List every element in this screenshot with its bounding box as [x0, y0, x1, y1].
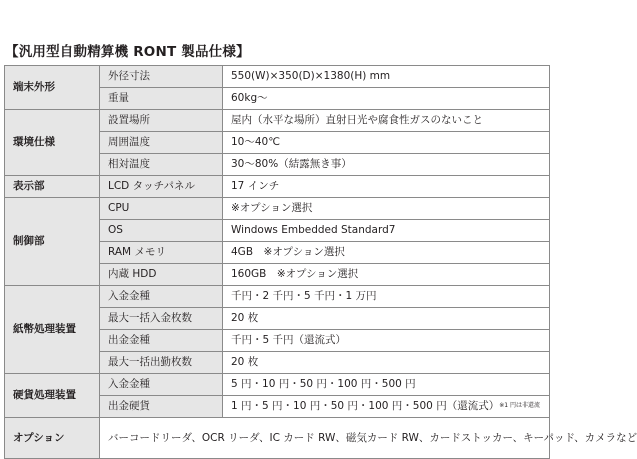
- spec-value: 60kg〜: [223, 88, 550, 110]
- spec-value: 550(W)×350(D)×1380(H) mm: [223, 66, 550, 88]
- spec-item: 出金金種: [100, 330, 223, 352]
- spec-item: 重量: [100, 88, 223, 110]
- category-options: オプション: [5, 418, 100, 459]
- spec-value: ※オプション選択: [223, 198, 550, 220]
- spec-value: [223, 396, 550, 418]
- table-row: [5, 374, 550, 396]
- table-row: [5, 418, 550, 459]
- spec-item: 最大一括入金枚数: [100, 308, 223, 330]
- table-row: [5, 286, 550, 308]
- page-title: 【汎用型自動精算機 RONT 製品仕様】: [5, 44, 250, 60]
- table-row: [5, 198, 550, 220]
- table-row: [5, 66, 550, 88]
- category-display: 表示部: [5, 176, 100, 198]
- spec-value: 千円・2 千円・5 千円・1 万円: [223, 286, 550, 308]
- spec-value: 17 インチ: [223, 176, 550, 198]
- spec-item: CPU: [100, 198, 223, 220]
- spec-item: 相対温度: [100, 154, 223, 176]
- spec-item: 設置場所: [100, 110, 223, 132]
- spec-item: 入金金種: [100, 286, 223, 308]
- table-row: [5, 176, 550, 198]
- category-bill-unit: 紙幣処理装置: [5, 286, 100, 374]
- spec-item: 最大一括出勤枚数: [100, 352, 223, 374]
- footnote: ※1 円は非還流: [499, 402, 540, 410]
- spec-value: 30〜80%（結露無き事）: [223, 154, 550, 176]
- category-control: 制御部: [5, 198, 100, 286]
- category-environment: 環境仕様: [5, 110, 100, 176]
- spec-value: 160GB ※オプション選択: [223, 264, 550, 286]
- spec-value-text: 1 円・5 円・10 円・50 円・100 円・500 円（還流式）: [231, 400, 500, 413]
- spec-item: 内蔵 HDD: [100, 264, 223, 286]
- spec-value: 10〜40℃: [223, 132, 550, 154]
- spec-item: RAM メモリ: [100, 242, 223, 264]
- spec-item: 周囲温度: [100, 132, 223, 154]
- spec-item: LCD タッチパネル: [100, 176, 223, 198]
- spec-value: 20 枚: [223, 352, 550, 374]
- spec-table: [4, 65, 637, 459]
- spec-value: 千円・5 千円（還流式）: [223, 330, 550, 352]
- table-row: [5, 110, 550, 132]
- spec-value: 20 枚: [223, 308, 550, 330]
- spec-item: 入金金種: [100, 374, 223, 396]
- spec-value: 屋内（水平な場所）直射日光や腐食性ガスのないこと: [223, 110, 550, 132]
- spec-item: 外径寸法: [100, 66, 223, 88]
- category-exterior: 端末外形: [5, 66, 100, 110]
- spec-value: 4GB ※オプション選択: [223, 242, 550, 264]
- spec-value: 5 円・10 円・50 円・100 円・500 円: [223, 374, 550, 396]
- options-value: バーコードリーダ、OCR リーダ、IC カード RW、磁気カード RW、カードストッカー、キーパッド、カメラなど: [100, 418, 550, 459]
- spec-item: 出金硬貨: [100, 396, 223, 418]
- category-coin-unit: 硬貨処理装置: [5, 374, 100, 418]
- spec-value: Windows Embedded Standard7: [223, 220, 550, 242]
- spec-item: OS: [100, 220, 223, 242]
